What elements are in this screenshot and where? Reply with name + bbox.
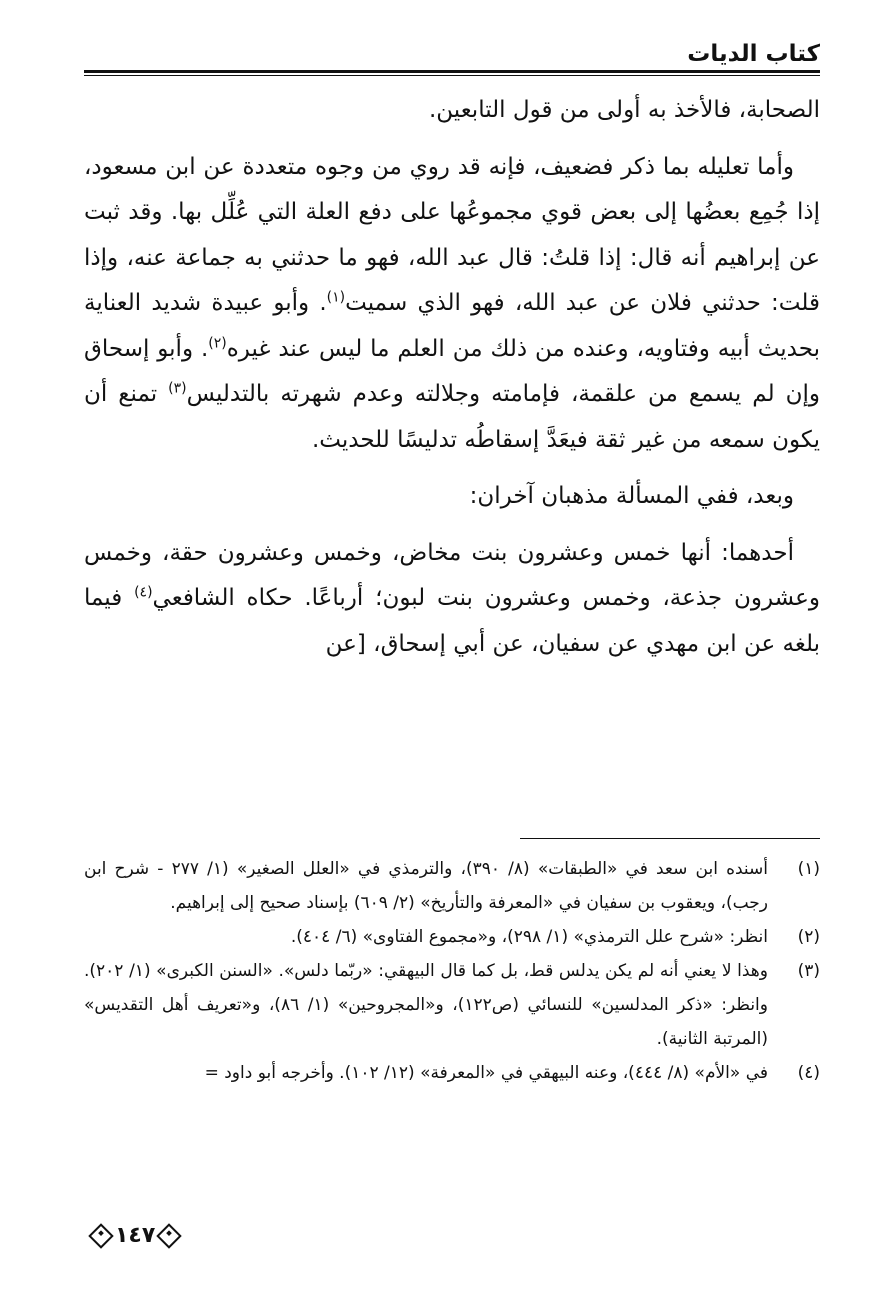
footnote-number: (٢) [797, 927, 820, 947]
footnote-number: (٣) [797, 961, 820, 981]
ornament-icon [88, 1223, 113, 1248]
chapter-title: كتاب الديات [687, 41, 820, 67]
footnote [84, 920, 820, 954]
paragraph-3: وبعد، ففي المسألة مذهبان آخران: [469, 483, 794, 509]
paragraph-2-part-c: . وأبو إسحاق وإن لم يسمع من علقمة، فإمامته وجلالته وعدم شهرته بالتدليس [84, 335, 820, 407]
paragraph-2-part-a: وأما تعليله بما ذكر فضعيف، فإنه قد روي من وجوه متعددة عن ابن مسعود، إذا جُمِع بعضُها إلى بعض قوي مجموعُها على دفع العلة التي عُلِّل بها. وقد ثبت عن إبراهيم أنه قال: إذا قلتُ: قال عبد الله، فهو ما حدثني به جماعة عنه، وإذا قلت: حدثني فلان عن عبد الله، فهو الذي سميت [84, 153, 820, 316]
header-rule-thick [84, 70, 820, 73]
paragraph-1: الصحابة، فالأخذ به أولى من قول التابعين. [428, 97, 820, 123]
running-header [84, 38, 820, 72]
footnote-text: أسنده ابن سعد في «الطبقات» (٨/ ٣٩٠)، والترمذي في «العلل الصغير» (١/ ٢٧٧ - شرح ابن رجب)، ويعقوب بن سفيان في «المعرفة والتأريخ» (٢/ ٦٠٩) بإسناد صحيح إلى إبراهيم. [84, 859, 769, 913]
paragraph-2-part-d: تمنع أن يكون سمعه من غير ثقة فيعَدَّ إسقاطُه تدليسًا للحديث. [84, 381, 820, 453]
paragraph-4 [84, 531, 820, 668]
footnote-ref-1: (١) [326, 289, 346, 306]
footnote-text: وهذا لا يعني أنه لم يكن يدلس قط، بل كما قال البيهقي: «ربّما دلس». «السنن الكبرى» (١/ ٢٠٢). وانظر: «ذكر المدلسين» للنسائي (ص١٢٢)، و«المجروحين» (١/ ٨٦)، و«تعريف أهل التقديس» (المرتبة الثانية). [84, 961, 768, 1049]
footnote-number: (٤) [797, 1063, 820, 1083]
footnote-separator [520, 838, 820, 839]
footnote-ref-4: (٤) [134, 584, 153, 601]
page-number-block [92, 1222, 178, 1250]
footnotes [84, 852, 820, 1090]
footnote-ref-3: (٣) [168, 380, 187, 397]
paragraph-4-part-b: فيما بلغه عن ابن مهدي عن سفيان، عن أبي إسحاق، [عن [84, 585, 820, 657]
footnote [84, 852, 820, 920]
header-rule-thin [84, 75, 820, 76]
paragraph-2-part-b: . وأبو عبيدة شديد العناية بحديث أبيه وفتاويه، وعنده من ذلك من العلم ما ليس عند غيره [84, 290, 820, 362]
footnote [84, 1056, 820, 1090]
paragraph-4-part-a: أحدهما: أنها خمس وعشرون بنت مخاض، وخمس وعشرون حقة، وخمس وعشرون جذعة، وخمس وعشرون بنت لبون؛ أرباعًا. حكاه الشافعي [84, 539, 821, 611]
footnote-text: في «الأم» (٨/ ٤٤٤)، وعنه البيهقي في «المعرفة» (١٢/ ١٠٢). وأخرجه أبو داود = [204, 1063, 768, 1083]
footnote-text: انظر: «شرح علل الترمذي» (١/ ٢٩٨)، و«مجموع الفتاوى» (٦/ ٤٠٤). [290, 927, 768, 947]
footnote-ref-2: (٢) [208, 334, 227, 351]
page-number: ١٤٧ [115, 1223, 156, 1248]
main-text [84, 88, 820, 667]
footnote-number: (١) [797, 859, 820, 879]
ornament-icon [157, 1223, 182, 1248]
footnote [84, 954, 820, 1056]
paragraph-2 [84, 145, 820, 464]
